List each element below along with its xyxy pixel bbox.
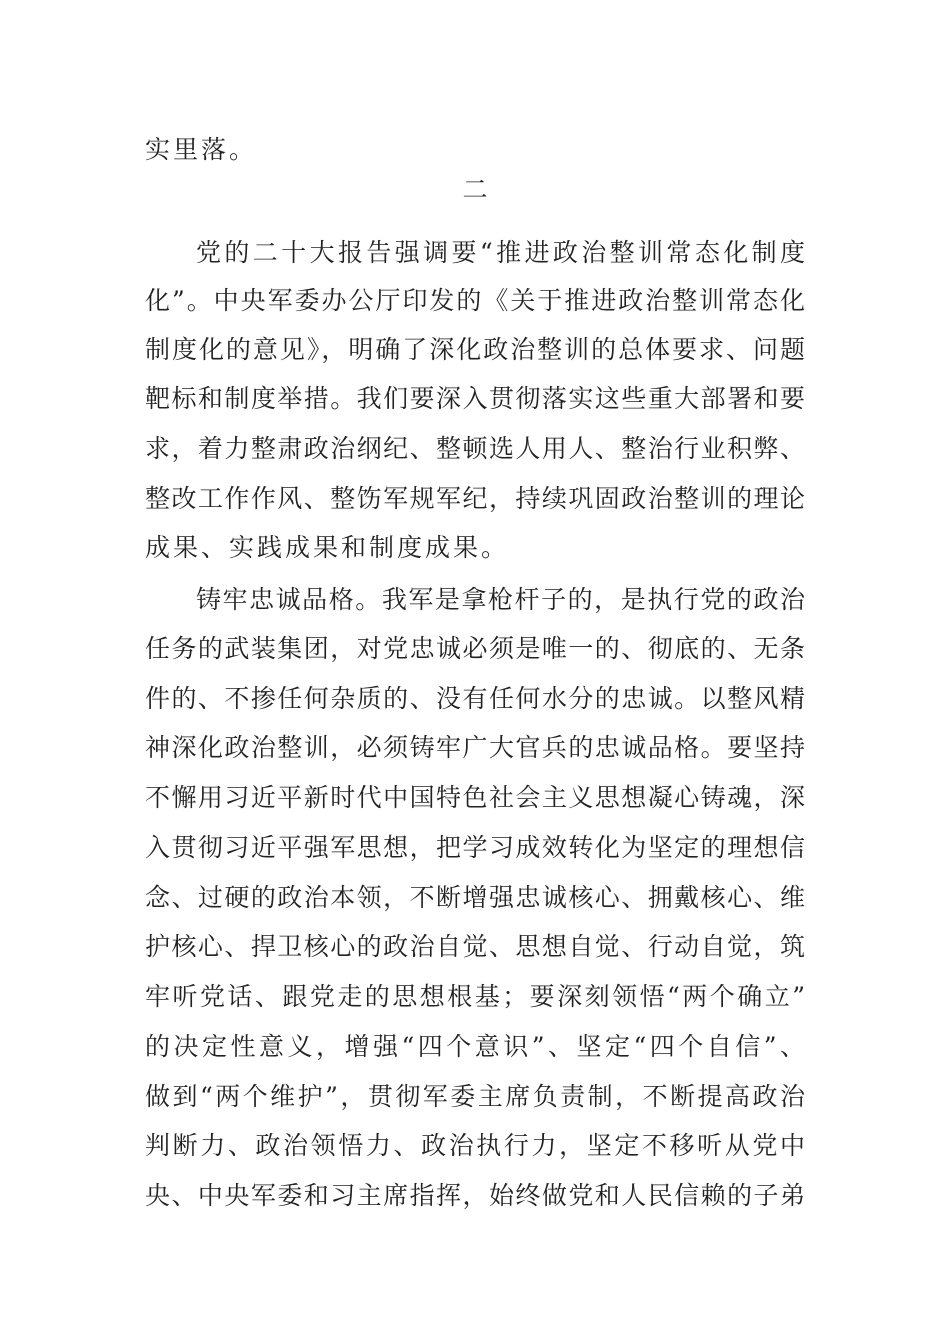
text-line: 件的、不掺任何杂质的、没有任何水分的忠诚。以整风精 <box>145 684 805 713</box>
text-line: 的决定性意义，增强“四个意识”、坚定“四个自信”、 <box>145 1032 805 1061</box>
text-line: 护核心、捍卫核心的政治自觉、思想自觉、行动自觉，筑 <box>145 932 805 961</box>
text-line: 化”。中央军委办公厅印发的《关于推进政治整训常态化 <box>145 286 805 315</box>
text-line: 党的二十大报告强调要“推进政治整训常态化制度 <box>196 238 805 267</box>
text-line: 求，着力整肃政治纲纪、整顿选人用人、整治行业积弊、 <box>145 434 805 463</box>
continued-text-line: 实里落。 <box>145 135 258 164</box>
text-line: 神深化政治整训，必须铸牢广大官兵的忠诚品格。要坚持 <box>145 733 805 762</box>
text-line: 铸牢忠诚品格。我军是拿枪杆子的，是执行党的政治 <box>196 585 805 614</box>
text-line: 成果、实践成果和制度成果。 <box>145 533 510 562</box>
section-heading <box>0 170 950 210</box>
text-line: 制度化的意见》，明确了深化政治整训的总体要求、问题 <box>145 335 805 364</box>
text-line: 靶标和制度举措。我们要深入贯彻落实这些重大部署和要 <box>145 384 805 413</box>
text-line: 任务的武装集团，对党忠诚必须是唯一的、彻底的、无条 <box>145 634 805 663</box>
text-line: 入贯彻习近平强军思想，把学习成效转化为坚定的理想信 <box>145 833 805 862</box>
section-heading-text: 二 <box>462 175 488 204</box>
text-line: 整改工作作风、整饬军规军纪，持续巩固政治整训的理论 <box>145 484 805 513</box>
text-line: 不懈用习近平新时代中国特色社会主义思想凝心铸魂，深 <box>145 783 805 812</box>
text-line: 央、中央军委和习主席指挥，始终做党和人民信赖的子弟 <box>145 1181 805 1210</box>
text-line: 念、过硬的政治本领，不断增强忠诚核心、拥戴核心、维 <box>145 883 805 912</box>
text-line: 牢听党话、跟党走的思想根基；要深刻领悟“两个确立” <box>145 982 805 1011</box>
text-line: 做到“两个维护”，贯彻军委主席负责制，不断提高政治 <box>145 1082 805 1111</box>
text-line: 判断力、政治领悟力、政治执行力，坚定不移听从党中 <box>145 1131 805 1160</box>
